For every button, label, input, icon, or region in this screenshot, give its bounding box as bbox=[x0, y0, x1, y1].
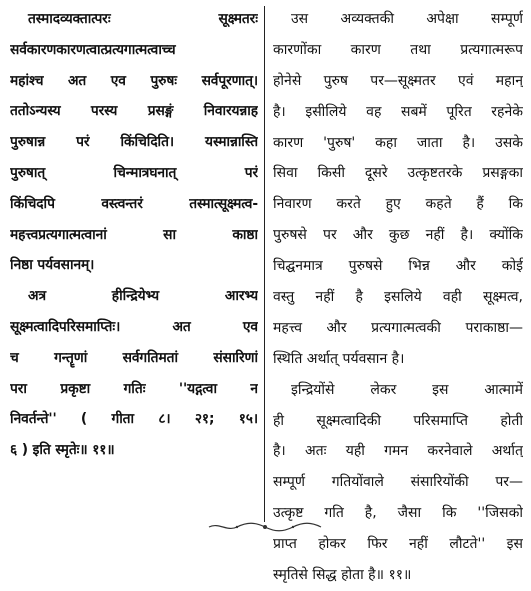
text-line: स्थिति अर्थात् पर्यवसान है। bbox=[273, 350, 405, 367]
text-line: महत्त्व और प्रत्यगात्मत्वकी पराकाष्ठा— bbox=[273, 319, 523, 336]
text-line: परा प्रकृष्टा गतिः ''यद्गत्वा न bbox=[10, 380, 258, 397]
text-line: महांश्च अत एव पुरुषः सर्वपूरणात्। bbox=[10, 72, 258, 89]
text-line: सिवा किसी दूसरे उत्कृष्टतरके प्रसङ्गका bbox=[273, 165, 523, 182]
decorative-flourish-icon bbox=[205, 521, 325, 533]
text-line: सूक्ष्मत्वादिपरिसमाप्तिः। अत एव bbox=[10, 318, 258, 335]
sanskrit-commentary-column bbox=[10, 4, 258, 466]
text-line: ६ ) इति स्मृतेः॥ ११॥ bbox=[10, 442, 115, 459]
text-line: स्मृतिसे सिद्ध होता है॥ ११॥ bbox=[273, 567, 412, 584]
text-line: उस अव्यक्तकी अपेक्षा सम्पूर्ण bbox=[291, 11, 523, 27]
text-line: निष्ठा पर्यवसानम्। bbox=[10, 257, 95, 274]
text-line: सर्वकारणकारणत्वात्प्रत्यगात्मत्वाच्च bbox=[10, 41, 176, 58]
text-line: तस्मादव्यक्तात्परः सूक्ष्मतरः bbox=[28, 11, 258, 27]
column-divider bbox=[264, 6, 265, 522]
text-line: पुरुषसे पर और कुछ नहीं है। क्योंकि bbox=[273, 227, 523, 244]
text-line: वस्तु नहीं है इसलिये वही सूक्ष्मत्व, bbox=[273, 289, 523, 306]
text-line: उत्कृष्ट गति है, जैसा कि ''जिसको bbox=[273, 505, 523, 522]
text-line: ही सूक्ष्मत्वादिकी परिसमाप्ति होती bbox=[273, 412, 523, 429]
text-line: कारण 'पुरुष' कहा जाता है। उसके bbox=[273, 134, 523, 151]
text-line: कारणोंका कारण तथा प्रत्यगात्मरूप bbox=[273, 41, 523, 58]
text-line: है। इसीलिये वह सबमें पूरित रहनेके bbox=[273, 103, 523, 120]
text-line: पुरुषात् चिन्मात्रघनात् परं bbox=[10, 164, 258, 181]
text-line: महत्त्वप्रत्यगात्मत्वानां सा काष्ठा bbox=[10, 226, 258, 243]
text-line: होनेसे पुरुष पर—सूक्ष्मतर एवं महान् bbox=[273, 72, 523, 89]
text-line: निवर्तन्ते'' ( गीता ८। २१; १५। bbox=[10, 411, 258, 428]
text-line: है। अतः यही गमन करनेवाले अर्थात् bbox=[273, 443, 523, 460]
hindi-translation-column bbox=[273, 4, 523, 591]
text-line: निवारण करते हुए कहते हैं कि bbox=[273, 196, 523, 213]
text-line: च गन्तॄणां सर्वगतिमतां संसारिणां bbox=[10, 349, 258, 366]
text-line: पुरुषान्न परं किंचिदिति। यस्मान्नास्ति bbox=[10, 134, 258, 151]
text-line: अत्र हीन्द्रियेभ्य आरभ्य bbox=[28, 288, 258, 305]
text-line: किंचिदपि वस्त्वन्तरं तस्मात्सूक्ष्मत्व- bbox=[10, 195, 258, 212]
text-line: सम्पूर्ण गतियोंवाले संसारियोंकी पर— bbox=[273, 474, 523, 491]
text-line: चिद्घनमात्र पुरुषसे भिन्न और कोई bbox=[273, 258, 523, 275]
text-line: प्राप्त होकर फिर नहीं लौटते'' इस bbox=[273, 536, 523, 553]
text-line: ततोऽन्यस्य परस्य प्रसङ्गं निवारयन्नाह bbox=[10, 103, 258, 120]
text-line: इन्द्रियोंसे लेकर इस आत्मामें bbox=[291, 381, 523, 398]
